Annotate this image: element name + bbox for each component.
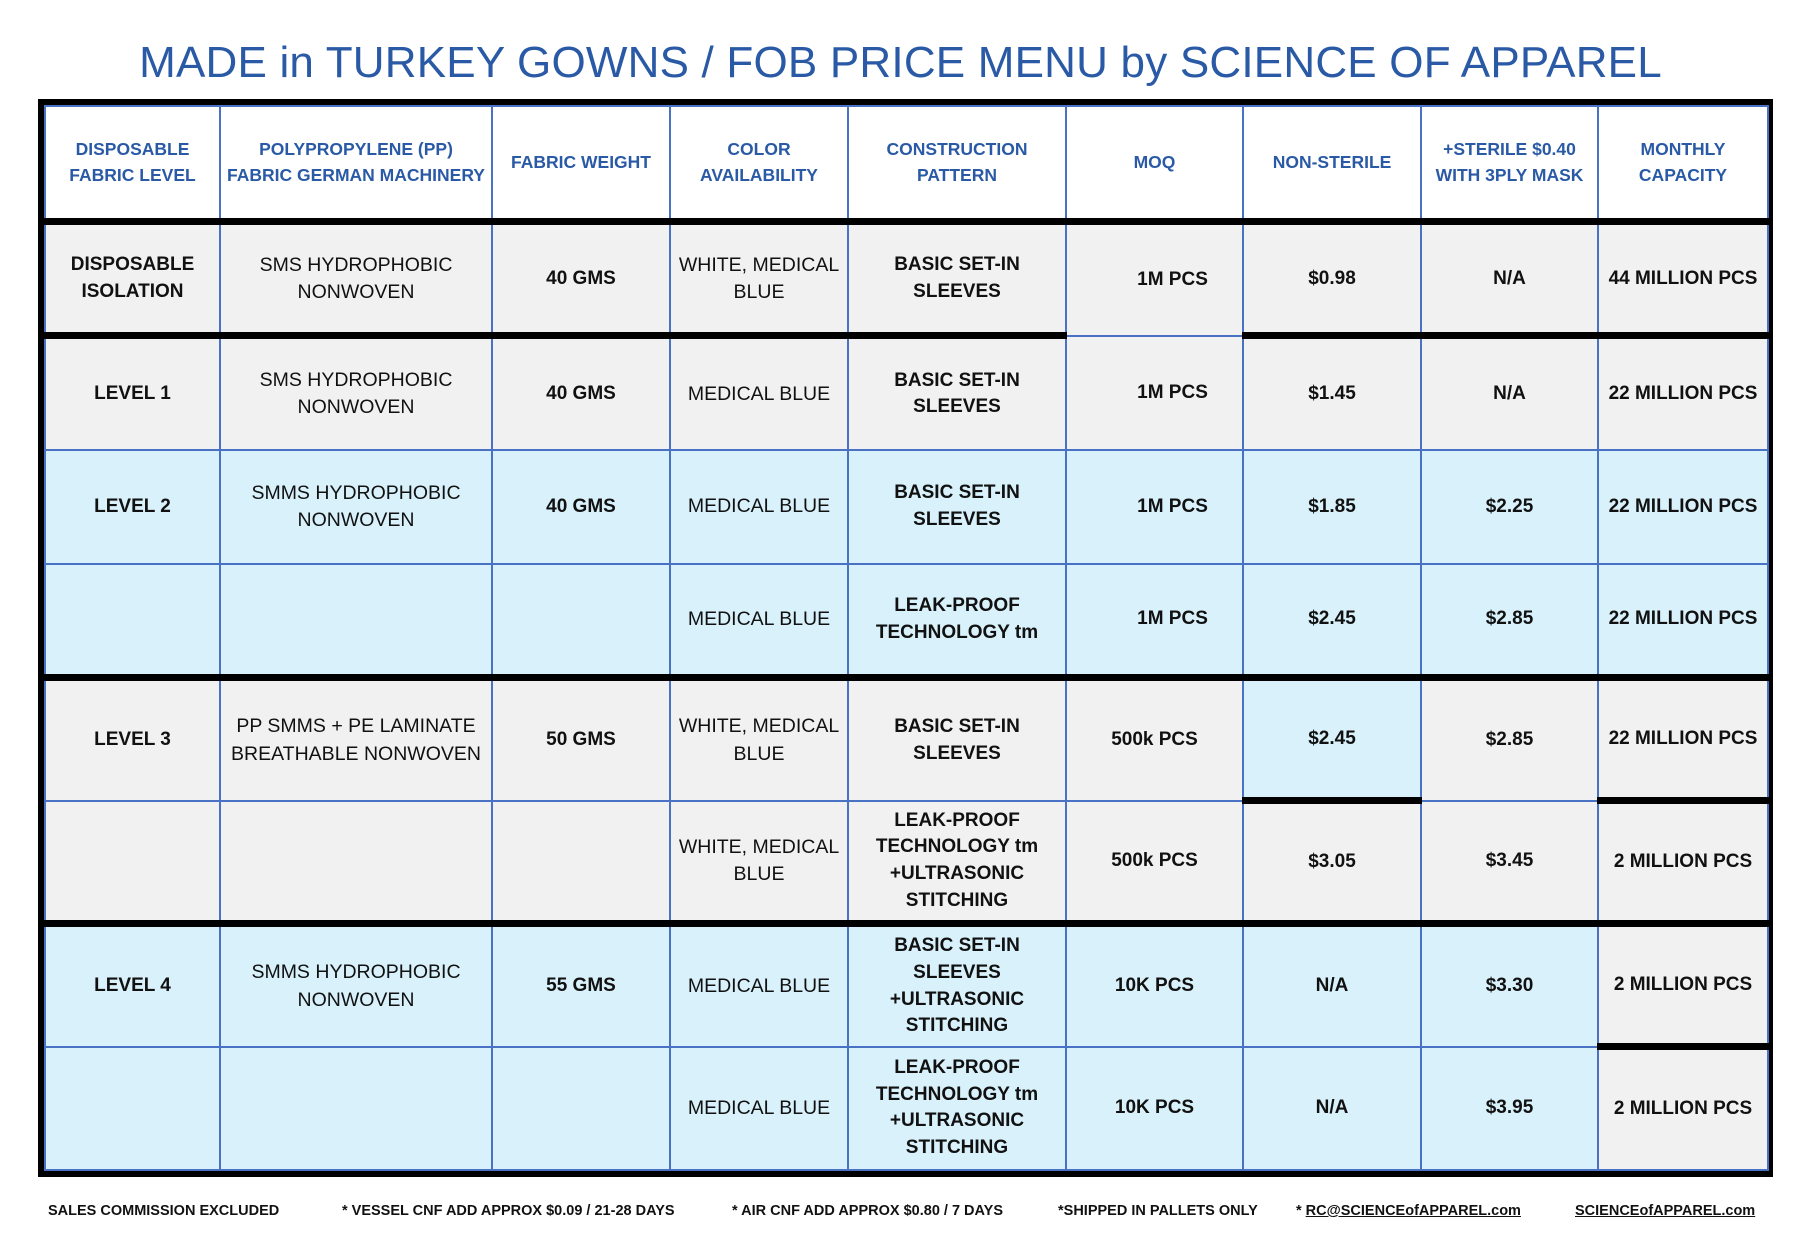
color-cell: MEDICAL BLUE [670,450,848,564]
moq-cell: 500k PCS [1066,678,1243,801]
sterile-cell: $2.25 [1421,450,1598,564]
construction-cell: BASIC SET-IN SLEEVES +ULTRASONIC STITCHING [848,924,1066,1047]
construction-cell: BASIC SET-IN SLEEVES [848,336,1066,450]
weight-cell: 55 GMS [492,924,670,1047]
level-cell: LEVEL 3 [45,678,220,801]
sterile-cell: $3.45 [1421,801,1598,924]
color-cell: MEDICAL BLUE [670,564,848,678]
sterile-cell: N/A [1421,336,1598,450]
capacity-cell: 22 MILLION PCS [1598,450,1768,564]
level-cell: LEVEL 4 [45,924,220,1047]
color-cell: MEDICAL BLUE [670,1047,848,1170]
level-cell [45,801,220,924]
email-link[interactable]: RC@SCIENCEofAPPAREL.com [1305,1203,1521,1219]
fabric-cell: SMS HYDROPHOBIC NONWOVEN [220,336,492,450]
color-cell: WHITE, MEDICAL BLUE [670,222,848,336]
table-row [45,678,1768,801]
construction-cell: LEAK-PROOF TECHNOLOGY tm [848,564,1066,678]
weight-cell: 50 GMS [492,678,670,801]
capacity-cell: 2 MILLION PCS [1598,1047,1768,1170]
level-cell: LEVEL 2 [45,450,220,564]
email-prefix: * [1296,1203,1306,1219]
fabric-cell [220,564,492,678]
weight-cell [492,801,670,924]
page-title: MADE in TURKEY GOWNS / FOB PRICE MENU by SCIENCE OF APPAREL [139,38,1662,87]
capacity-cell: 22 MILLION PCS [1598,564,1768,678]
table-row [45,1047,1768,1170]
fabric-cell: SMMS HYDROPHOBIC NONWOVEN [220,450,492,564]
sterile-cell: $3.30 [1421,924,1598,1047]
table-row [45,801,1768,924]
fabric-cell [220,801,492,924]
fabric-cell: PP SMMS + PE LAMINATE BREATHABLE NONWOVEN [220,678,492,801]
construction-cell: BASIC SET-IN SLEEVES [848,678,1066,801]
construction-cell: LEAK-PROOF TECHNOLOGY tm +ULTRASONIC STITCHING [848,801,1066,924]
sterile-cell: $3.95 [1421,1047,1598,1170]
moq-cell: 10K PCS [1066,924,1243,1047]
construction-cell: BASIC SET-IN SLEEVES [848,450,1066,564]
color-cell: MEDICAL BLUE [670,924,848,1047]
level-cell: LEVEL 1 [45,336,220,450]
column-header: COLOR AVAILABILITY [670,106,848,222]
construction-cell: BASIC SET-IN SLEEVES [848,222,1066,336]
footer-notes [0,1203,1801,1223]
capacity-cell: 2 MILLION PCS [1598,924,1768,1047]
weight-cell: 40 GMS [492,450,670,564]
level-cell [45,1047,220,1170]
capacity-cell: 2 MILLION PCS [1598,801,1768,924]
weight-cell [492,1047,670,1170]
table-row [45,450,1768,564]
column-header: +STERILE $0.40 WITH 3PLY MASK [1421,106,1598,222]
fabric-cell: SMS HYDROPHOBIC NONWOVEN [220,222,492,336]
sterile-cell: N/A [1421,222,1598,336]
weight-cell: 40 GMS [492,222,670,336]
header-row [45,106,1768,222]
table-row [45,564,1768,678]
non-sterile-cell: $3.05 [1243,801,1421,924]
non-sterile-cell: N/A [1243,1047,1421,1170]
column-header: POLYPROPYLENE (PP) FABRIC GERMAN MACHINERY [220,106,492,222]
price-table-frame [38,99,1773,1177]
column-header: MOQ [1066,106,1243,222]
moq-cell: 1M PCS [1066,336,1243,450]
weight-cell [492,564,670,678]
column-header: NON-STERILE [1243,106,1421,222]
non-sterile-cell: $2.45 [1243,678,1421,801]
commission-note: SALES COMMISSION EXCLUDED [48,1203,280,1219]
sterile-cell: $2.85 [1421,678,1598,801]
weight-cell: 40 GMS [492,336,670,450]
capacity-cell: 44 MILLION PCS [1598,222,1768,336]
non-sterile-cell: $2.45 [1243,564,1421,678]
color-cell: WHITE, MEDICAL BLUE [670,678,848,801]
column-header: MONTHLY CAPACITY [1598,106,1768,222]
non-sterile-cell: $1.45 [1243,336,1421,450]
moq-cell: 1M PCS [1066,222,1243,336]
pallets-note: *SHIPPED IN PALLETS ONLY [1058,1203,1258,1219]
level-cell [45,564,220,678]
email-note [1296,1203,1521,1219]
moq-cell: 1M PCS [1066,450,1243,564]
moq-cell: 500k PCS [1066,801,1243,924]
column-header: FABRIC WEIGHT [492,106,670,222]
fabric-cell [220,1047,492,1170]
vessel-note: * VESSEL CNF ADD APPROX $0.09 / 21-28 DAYS [342,1203,675,1219]
price-table [44,105,1769,1171]
capacity-cell: 22 MILLION PCS [1598,678,1768,801]
column-header: DISPOSABLE FABRIC LEVEL [45,106,220,222]
non-sterile-cell: $1.85 [1243,450,1421,564]
non-sterile-cell: $0.98 [1243,222,1421,336]
table-row [45,336,1768,450]
sterile-cell: $2.85 [1421,564,1598,678]
column-header: CONSTRUCTION PATTERN [848,106,1066,222]
capacity-cell: 22 MILLION PCS [1598,336,1768,450]
air-note: * AIR CNF ADD APPROX $0.80 / 7 DAYS [732,1203,1004,1219]
table-row [45,222,1768,336]
moq-cell: 10K PCS [1066,1047,1243,1170]
fabric-cell: SMMS HYDROPHOBIC NONWOVEN [220,924,492,1047]
table-row [45,924,1768,1047]
color-cell: MEDICAL BLUE [670,336,848,450]
level-cell: DISPOSABLE ISOLATION [45,222,220,336]
moq-cell: 1M PCS [1066,564,1243,678]
non-sterile-cell: N/A [1243,924,1421,1047]
website-link[interactable]: SCIENCEofAPPAREL.com [1575,1203,1756,1219]
construction-cell: LEAK-PROOF TECHNOLOGY tm +ULTRASONIC STITCHING [848,1047,1066,1170]
color-cell: WHITE, MEDICAL BLUE [670,801,848,924]
